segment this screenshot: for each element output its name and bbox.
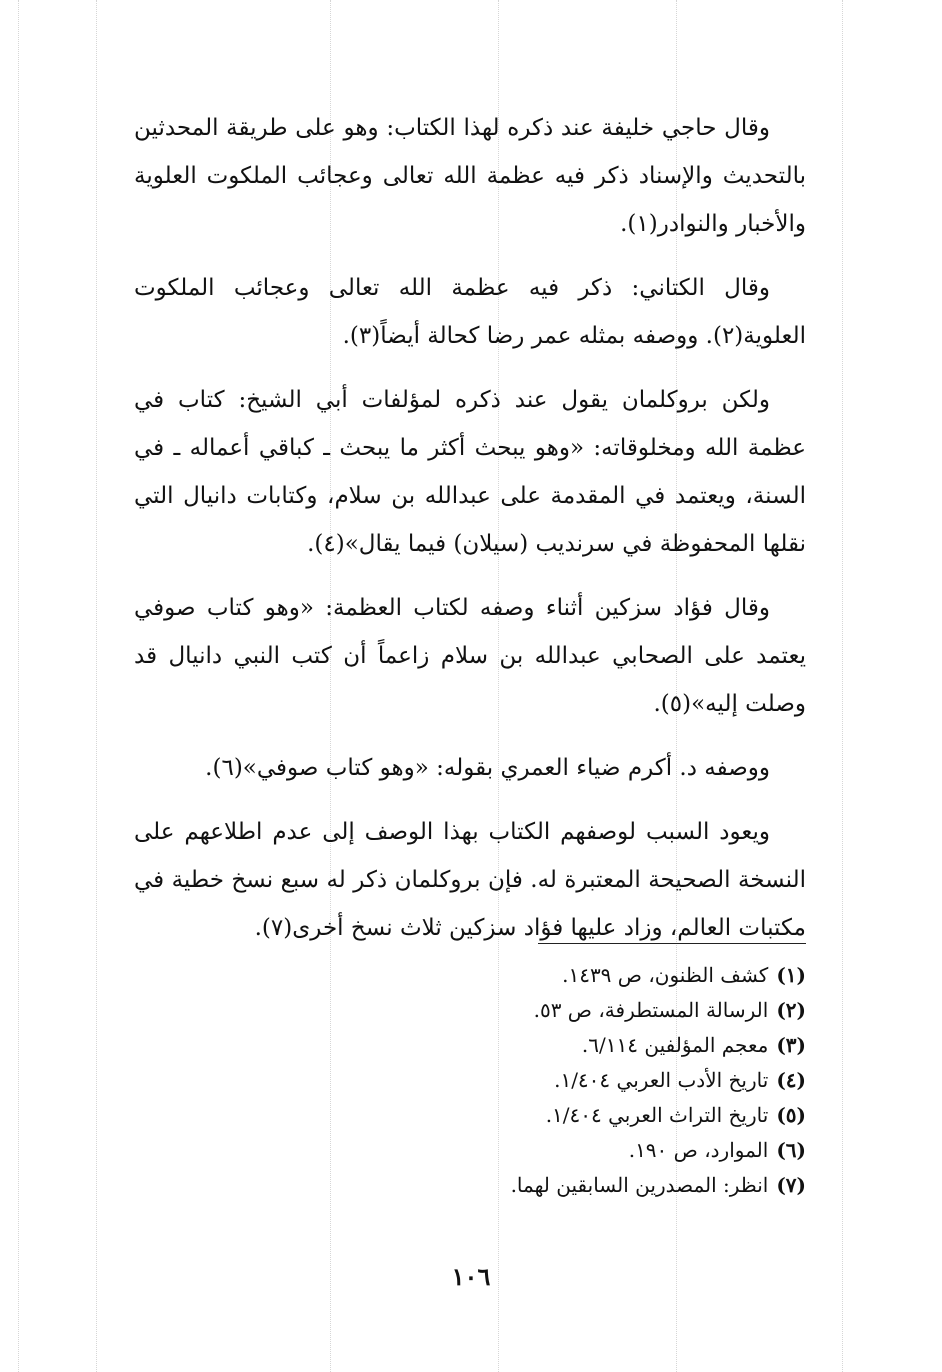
paragraph: ووصفه د. أكرم ضياء العمري بقوله: «وهو كتاب صوفي»(٦). bbox=[205, 755, 770, 781]
footnote bbox=[134, 1098, 806, 1133]
footnote-number: (٥) bbox=[776, 1103, 806, 1127]
footnote-text: الموارد، ص ١٩٠. bbox=[628, 1138, 769, 1162]
paragraph: ويعود السبب لوصفهم الكتاب بهذا الوصف إلى عدم اطلاعهم على النسخة الصحيحة المعتبرة له. فإن بروكلمان ذكر له سبع نسخ خطية في مكتبات العالم، وزاد عليها فؤاد سزكين ثلاث نسخ أخرى(٧). bbox=[134, 819, 806, 941]
main-text bbox=[134, 104, 806, 968]
footnote-number: (٤) bbox=[776, 1068, 806, 1092]
footnote-number: (٢) bbox=[776, 998, 806, 1022]
footnote bbox=[134, 993, 806, 1028]
footnotes-list bbox=[134, 958, 806, 1203]
paragraph: وقال الكتاني: ذكر فيه عظمة الله تعالى وعجائب الملكوت العلوية(٢). ووصفه بمثله عمر رضا كحالة أيضاً(٣). bbox=[134, 275, 806, 349]
footnote bbox=[134, 1063, 806, 1098]
footnote-text: كشف الظنون، ص ١٤٣٩. bbox=[562, 963, 769, 987]
footnote-text: انظر: المصدرين السابقين لهما. bbox=[510, 1173, 769, 1197]
page-number: ١٠٦ bbox=[451, 1262, 491, 1291]
paragraph: ولكن بروكلمان يقول عند ذكره لمؤلفات أبي الشيخ: كتاب في عظمة الله ومخلوقاته: «وهو يبحث أكثر ما يبحث ـ كباقي أعماله ـ في السنة، ويعتمد في المقدمة على عبدالله بن سلام، وكتابات دانيال التي نقلها المحفوظة في سرنديب (سيلان) فيما يقال»(٤). bbox=[134, 387, 806, 557]
footnote bbox=[134, 1133, 806, 1168]
footnote-number: (٧) bbox=[776, 1173, 806, 1197]
footnote-text: معجم المؤلفين ٦/١١٤. bbox=[581, 1033, 769, 1057]
footnote-text: الرسالة المستطرفة، ص ٥٣. bbox=[533, 998, 769, 1022]
footnote-text: تاريخ الأدب العربي ١/٤٠٤. bbox=[554, 1068, 769, 1092]
footnote bbox=[134, 958, 806, 993]
footnote bbox=[134, 1168, 806, 1203]
footnote-separator bbox=[538, 943, 806, 944]
paragraph: وقال فؤاد سزكين أثناء وصفه لكتاب العظمة: «وهو كتاب صوفي يعتمد على الصحابي عبدالله بن سلام زاعماً أن كتب النبي دانيال قد وصلت إليه»(٥). bbox=[134, 595, 806, 717]
scan-artifact-line bbox=[18, 0, 19, 1372]
footnote-number: (٦) bbox=[776, 1138, 806, 1162]
paragraph: وقال حاجي خليفة عند ذكره لهذا الكتاب: وهو على طريقة المحدثين بالتحديث والإسناد ذكر فيه عظمة الله تعالى وعجائب الملكوت العلوية والأخبار والنوادر(١). bbox=[134, 115, 806, 237]
scan-artifact-line bbox=[842, 0, 843, 1372]
footnote-number: (١) bbox=[776, 963, 806, 987]
scan-artifact-line bbox=[96, 0, 97, 1372]
footnote bbox=[134, 1028, 806, 1063]
footnote-number: (٣) bbox=[776, 1033, 806, 1057]
footnote-text: تاريخ التراث العربي ١/٤٠٤. bbox=[545, 1103, 769, 1127]
